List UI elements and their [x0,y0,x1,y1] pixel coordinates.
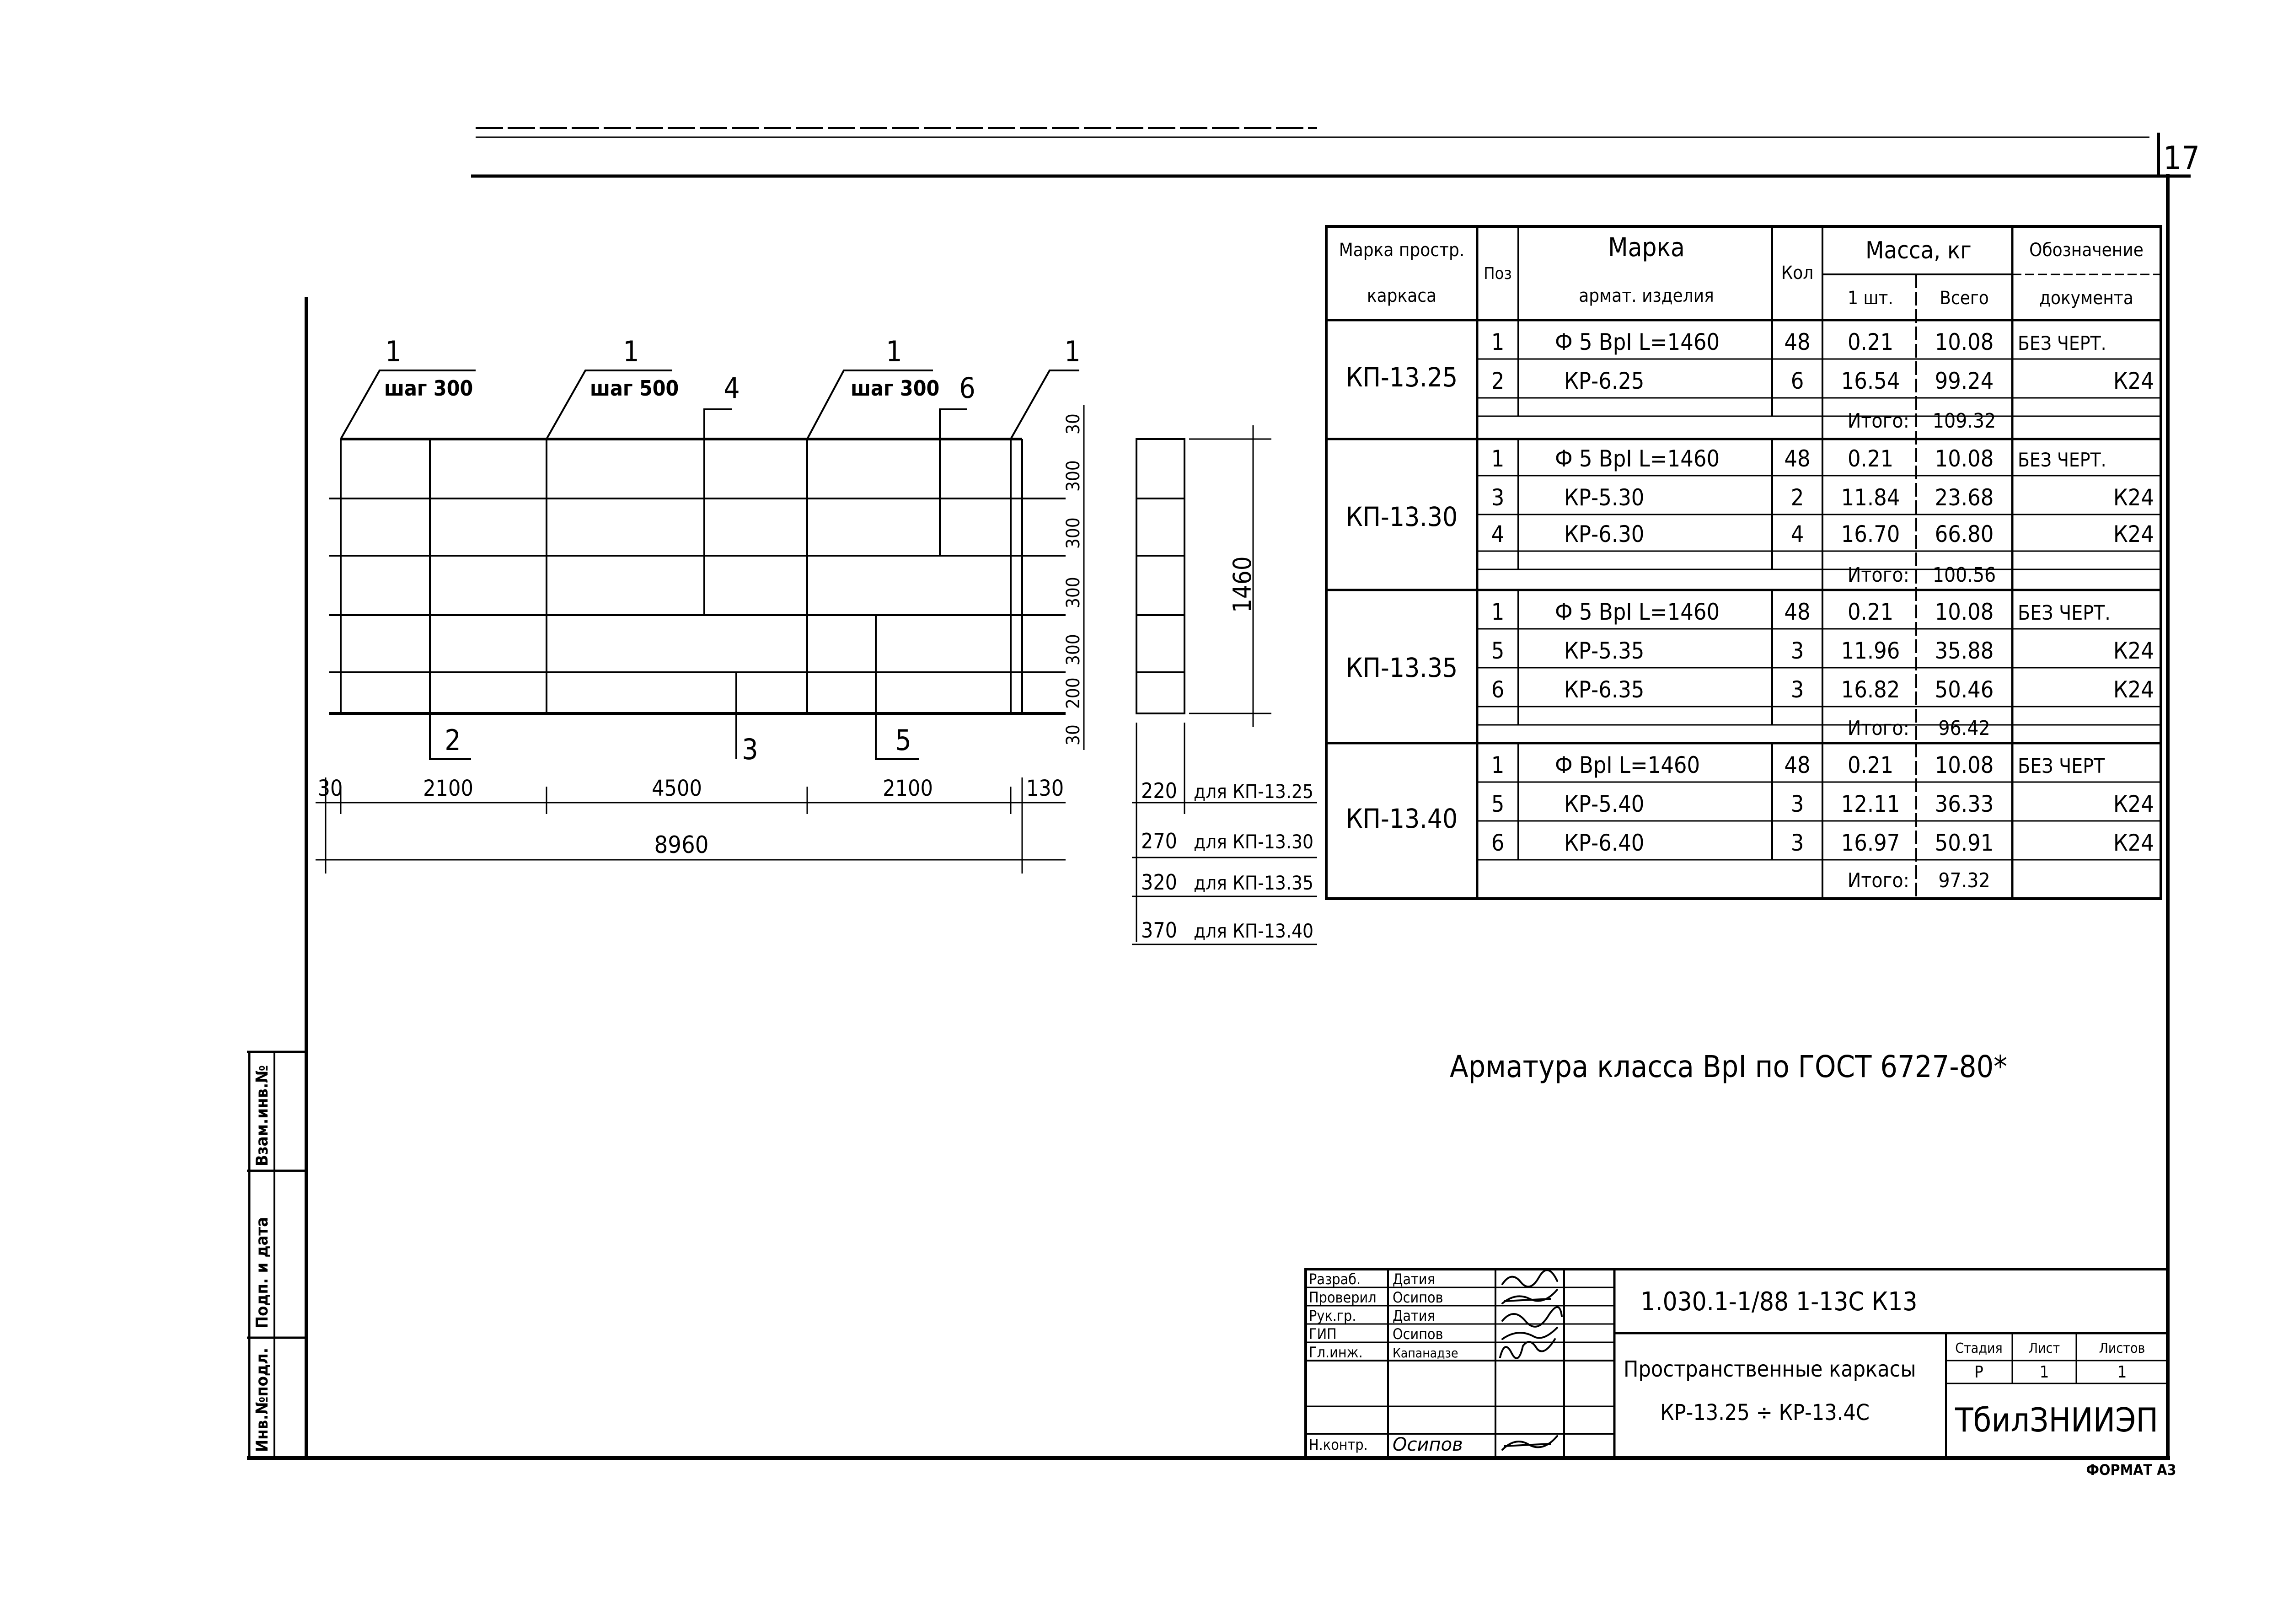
qty-cell: 6 [1790,368,1804,394]
total-mass-cell: 50.91 [1935,830,1994,856]
qty-cell: 3 [1790,830,1804,856]
header-doc-1: Обозначение [2029,240,2144,261]
name-group-lead: Датия [1393,1307,1435,1324]
width-label-2: для КП-13.30 [1194,831,1314,853]
callout-3: 3 [742,733,758,766]
pos-cell: 1 [1491,752,1505,778]
dim-4500: 4500 [652,776,702,801]
callout-6: 6 [959,371,975,405]
spec-group-kp-13-40 [1346,752,2154,892]
pos-cell: 1 [1491,445,1505,472]
qty-cell: 48 [1784,752,1811,778]
item-cell: КР-6.40 [1564,830,1645,856]
header-mass-total: Всего [1940,288,1989,309]
header-item-mark-1: Марка [1608,233,1685,263]
group-total: 109.32 [1932,409,1996,433]
pos-cell: 5 [1491,791,1505,817]
group-mark: КП-13.35 [1345,652,1458,683]
doc-cell: К24 [2113,368,2154,394]
dim-2100-left: 2100 [423,776,473,801]
header-doc-2: документа [2039,288,2133,309]
role-checked: Проверил [1309,1289,1377,1306]
group-mark: КП-13.25 [1345,362,1458,393]
group-total: 97.32 [1938,869,1990,892]
document-code: 1.030.1-1/88 1-13С К13 [1640,1287,1918,1317]
total-mass-cell: 99.24 [1935,368,1994,394]
item-cell: Ф 5 ВрI L=1460 [1555,599,1720,625]
header-pos: Поз [1484,264,1512,283]
stage-header: Стадия [1955,1340,2003,1356]
unit-mass-cell: 16.82 [1841,676,1900,703]
name-chief-engineer: Капанадзе [1393,1345,1458,1361]
doc-cell: К24 [2113,484,2154,511]
role-chief-engineer-project: ГИП [1309,1325,1337,1343]
vdim-30-top: 30 [1063,413,1084,434]
unit-mass-cell: 12.11 [1841,791,1900,817]
pos-cell: 1 [1491,329,1505,355]
qty-cell: 48 [1784,445,1811,472]
reinforcement-note: Арматура класса ВрI по ГОСТ 6727-80* [1450,1049,2007,1084]
width-value-1: 220 [1141,778,1177,803]
side-stamp [253,1065,272,1452]
unit-mass-cell: 0.21 [1847,329,1894,355]
doc-cell: К24 [2113,638,2154,664]
doc-cell: К24 [2113,791,2154,817]
sheet-value: 1 [2039,1363,2049,1382]
dim-overall-length: 8960 [654,831,709,859]
unit-mass-cell: 11.96 [1841,638,1900,664]
vdim-300-1: 300 [1063,460,1084,492]
item-cell: Ф ВрI L=1460 [1555,752,1700,778]
group-mark: КП-13.40 [1345,803,1458,834]
role-chief-engineer: Гл.инж. [1309,1344,1363,1361]
qty-cell: 3 [1790,638,1804,664]
total-mass-cell: 35.88 [1935,638,1994,664]
vdim-300-2: 300 [1063,517,1084,549]
header-mass-unit: 1 шт. [1848,288,1893,309]
callout-1a: 1 [385,335,402,368]
title-line-2: КР-13.25 ÷ КР-13.4С [1660,1400,1870,1426]
pos-cell: 6 [1491,676,1505,703]
item-cell: Ф 5 ВрI L=1460 [1555,445,1720,472]
header-frame-mark-1: Марка простр. [1339,240,1465,261]
width-value-2: 270 [1141,829,1177,853]
total-mass-cell: 36.33 [1935,791,1994,817]
unit-mass-cell: 11.84 [1841,484,1900,511]
header-frame-mark-2: каркаса [1367,285,1437,306]
spec-group-kp-13-30 [1346,445,2154,587]
format-label: ФОРМАТ А3 [2086,1461,2176,1479]
qty-cell: 4 [1790,521,1804,547]
signature-4 [1502,1328,1557,1339]
doc-cell: БЕЗ ЧЕРТ. [2018,332,2106,354]
total-label: Итого: [1847,563,1909,587]
header-item-mark-2: армат. изделия [1579,285,1714,306]
total-mass-cell: 23.68 [1935,484,1994,511]
pitch-label-left: шаг 300 [384,376,473,401]
sheet-number: 17 [2163,139,2200,177]
role-group-lead: Рук.гр. [1309,1307,1356,1324]
cross-section [1132,425,1317,944]
pitch-label-right: шаг 300 [851,376,940,401]
role-norm-control: Н.контр. [1309,1436,1368,1453]
total-label: Итого: [1847,869,1909,892]
total-label: Итого: [1847,409,1909,433]
sheets-header: Листов [2099,1340,2145,1356]
callout-1d: 1 [1064,335,1081,368]
pos-cell: 4 [1491,521,1505,547]
doc-cell: К24 [2113,676,2154,703]
sheets-value: 1 [2117,1363,2127,1382]
unit-mass-cell: 16.54 [1841,368,1900,394]
section-height: 1460 [1228,556,1257,613]
title-line-1: Пространственные каркасы [1624,1356,1916,1382]
item-cell: Ф 5 ВрI L=1460 [1555,329,1720,355]
title-block-roles [1309,1270,1463,1455]
signature-1 [1502,1270,1557,1286]
role-developed: Разраб. [1309,1270,1361,1288]
spec-group-kp-13-25 [1346,329,2154,433]
total-mass-cell: 66.80 [1935,521,1994,547]
name-norm-control: Осипов [1393,1434,1463,1455]
item-cell: КР-5.35 [1564,638,1645,664]
total-mass-cell: 10.08 [1935,599,1994,625]
unit-mass-cell: 0.21 [1847,599,1894,625]
organization: ТбилЗНИИЭП [1955,1401,2159,1439]
total-mass-cell: 10.08 [1935,329,1994,355]
doc-cell: К24 [2113,830,2154,856]
callout-1c: 1 [886,335,902,368]
stage-value: Р [1974,1363,1983,1382]
signature-6 [1502,1436,1557,1450]
width-value-3: 320 [1141,870,1177,895]
item-cell: КР-5.40 [1564,791,1645,817]
item-cell: КР-5.30 [1564,484,1645,511]
longitudinal-bars [329,439,1066,713]
vdim-300-4: 300 [1063,634,1084,665]
item-cell: КР-6.25 [1564,368,1645,394]
qty-cell: 3 [1790,791,1804,817]
unit-mass-cell: 0.21 [1847,445,1894,472]
qty-cell: 3 [1790,676,1804,703]
callout-5: 5 [895,724,911,757]
item-cell: КР-6.35 [1564,676,1645,703]
group-total: 100.56 [1932,563,1996,587]
callouts [385,335,1080,766]
pos-cell: 5 [1491,638,1505,664]
spec-group-kp-13-35 [1346,599,2154,740]
spec-table-header [1339,233,2144,309]
name-chief-engineer-project: Осипов [1393,1325,1443,1343]
width-label-1: для КП-13.25 [1194,780,1314,803]
total-mass-cell: 10.08 [1935,752,1994,778]
side-stamp-replace: Взам.инв.№ [253,1065,272,1166]
callout-2: 2 [445,724,461,757]
name-checked: Осипов [1393,1289,1443,1306]
doc-cell: БЕЗ ЧЕРТ. [2018,601,2111,625]
qty-cell: 48 [1784,599,1811,625]
unit-mass-cell: 16.97 [1841,830,1900,856]
dim-2100-right: 2100 [883,776,933,801]
item-cell: КР-6.30 [1564,521,1645,547]
side-stamp-inv: Инв.№подл. [253,1347,272,1452]
pos-cell: 2 [1491,368,1505,394]
doc-cell: БЕЗ ЧЕРТ [2018,755,2105,778]
unit-mass-cell: 16.70 [1841,521,1900,547]
pitch-labels [384,376,939,401]
vertical-dimensions [1063,413,1084,745]
vdim-300-3: 300 [1063,577,1084,608]
group-mark: КП-13.30 [1345,501,1458,532]
callout-1b: 1 [623,335,639,368]
sheet-header: Лист [2028,1340,2060,1356]
header-qty: Кол [1781,263,1814,284]
signature-2 [1502,1290,1557,1303]
pos-cell: 1 [1491,599,1505,625]
doc-cell: БЕЗ ЧЕРТ. [2018,449,2106,471]
side-stamp-sign: Подп. и дата [253,1217,272,1329]
pitch-label-middle: шаг 500 [590,376,679,401]
total-mass-cell: 10.08 [1935,445,1994,472]
callout-4: 4 [723,371,740,405]
group-total: 96.42 [1938,717,1990,740]
vdim-200: 200 [1063,677,1084,709]
dim-130: 130 [1026,776,1064,801]
name-developed: Датия [1393,1270,1435,1288]
spec-table-grid [1326,226,2161,899]
header-mass: Масса, кг [1865,237,1972,264]
total-mass-cell: 50.46 [1935,676,1994,703]
total-label: Итого: [1847,717,1909,740]
width-label-3: для КП-13.35 [1194,872,1314,894]
dim-30: 30 [317,776,343,801]
doc-cell: К24 [2113,521,2154,547]
pos-cell: 3 [1491,484,1505,511]
unit-mass-cell: 0.21 [1847,752,1894,778]
horizontal-dimensions [318,776,1064,859]
width-value-4: 370 [1141,918,1177,943]
pos-cell: 6 [1491,830,1505,856]
vdim-30-bottom: 30 [1063,724,1084,745]
qty-cell: 48 [1784,329,1811,355]
qty-cell: 2 [1790,484,1804,511]
width-label-4: для КП-13.40 [1194,920,1314,942]
